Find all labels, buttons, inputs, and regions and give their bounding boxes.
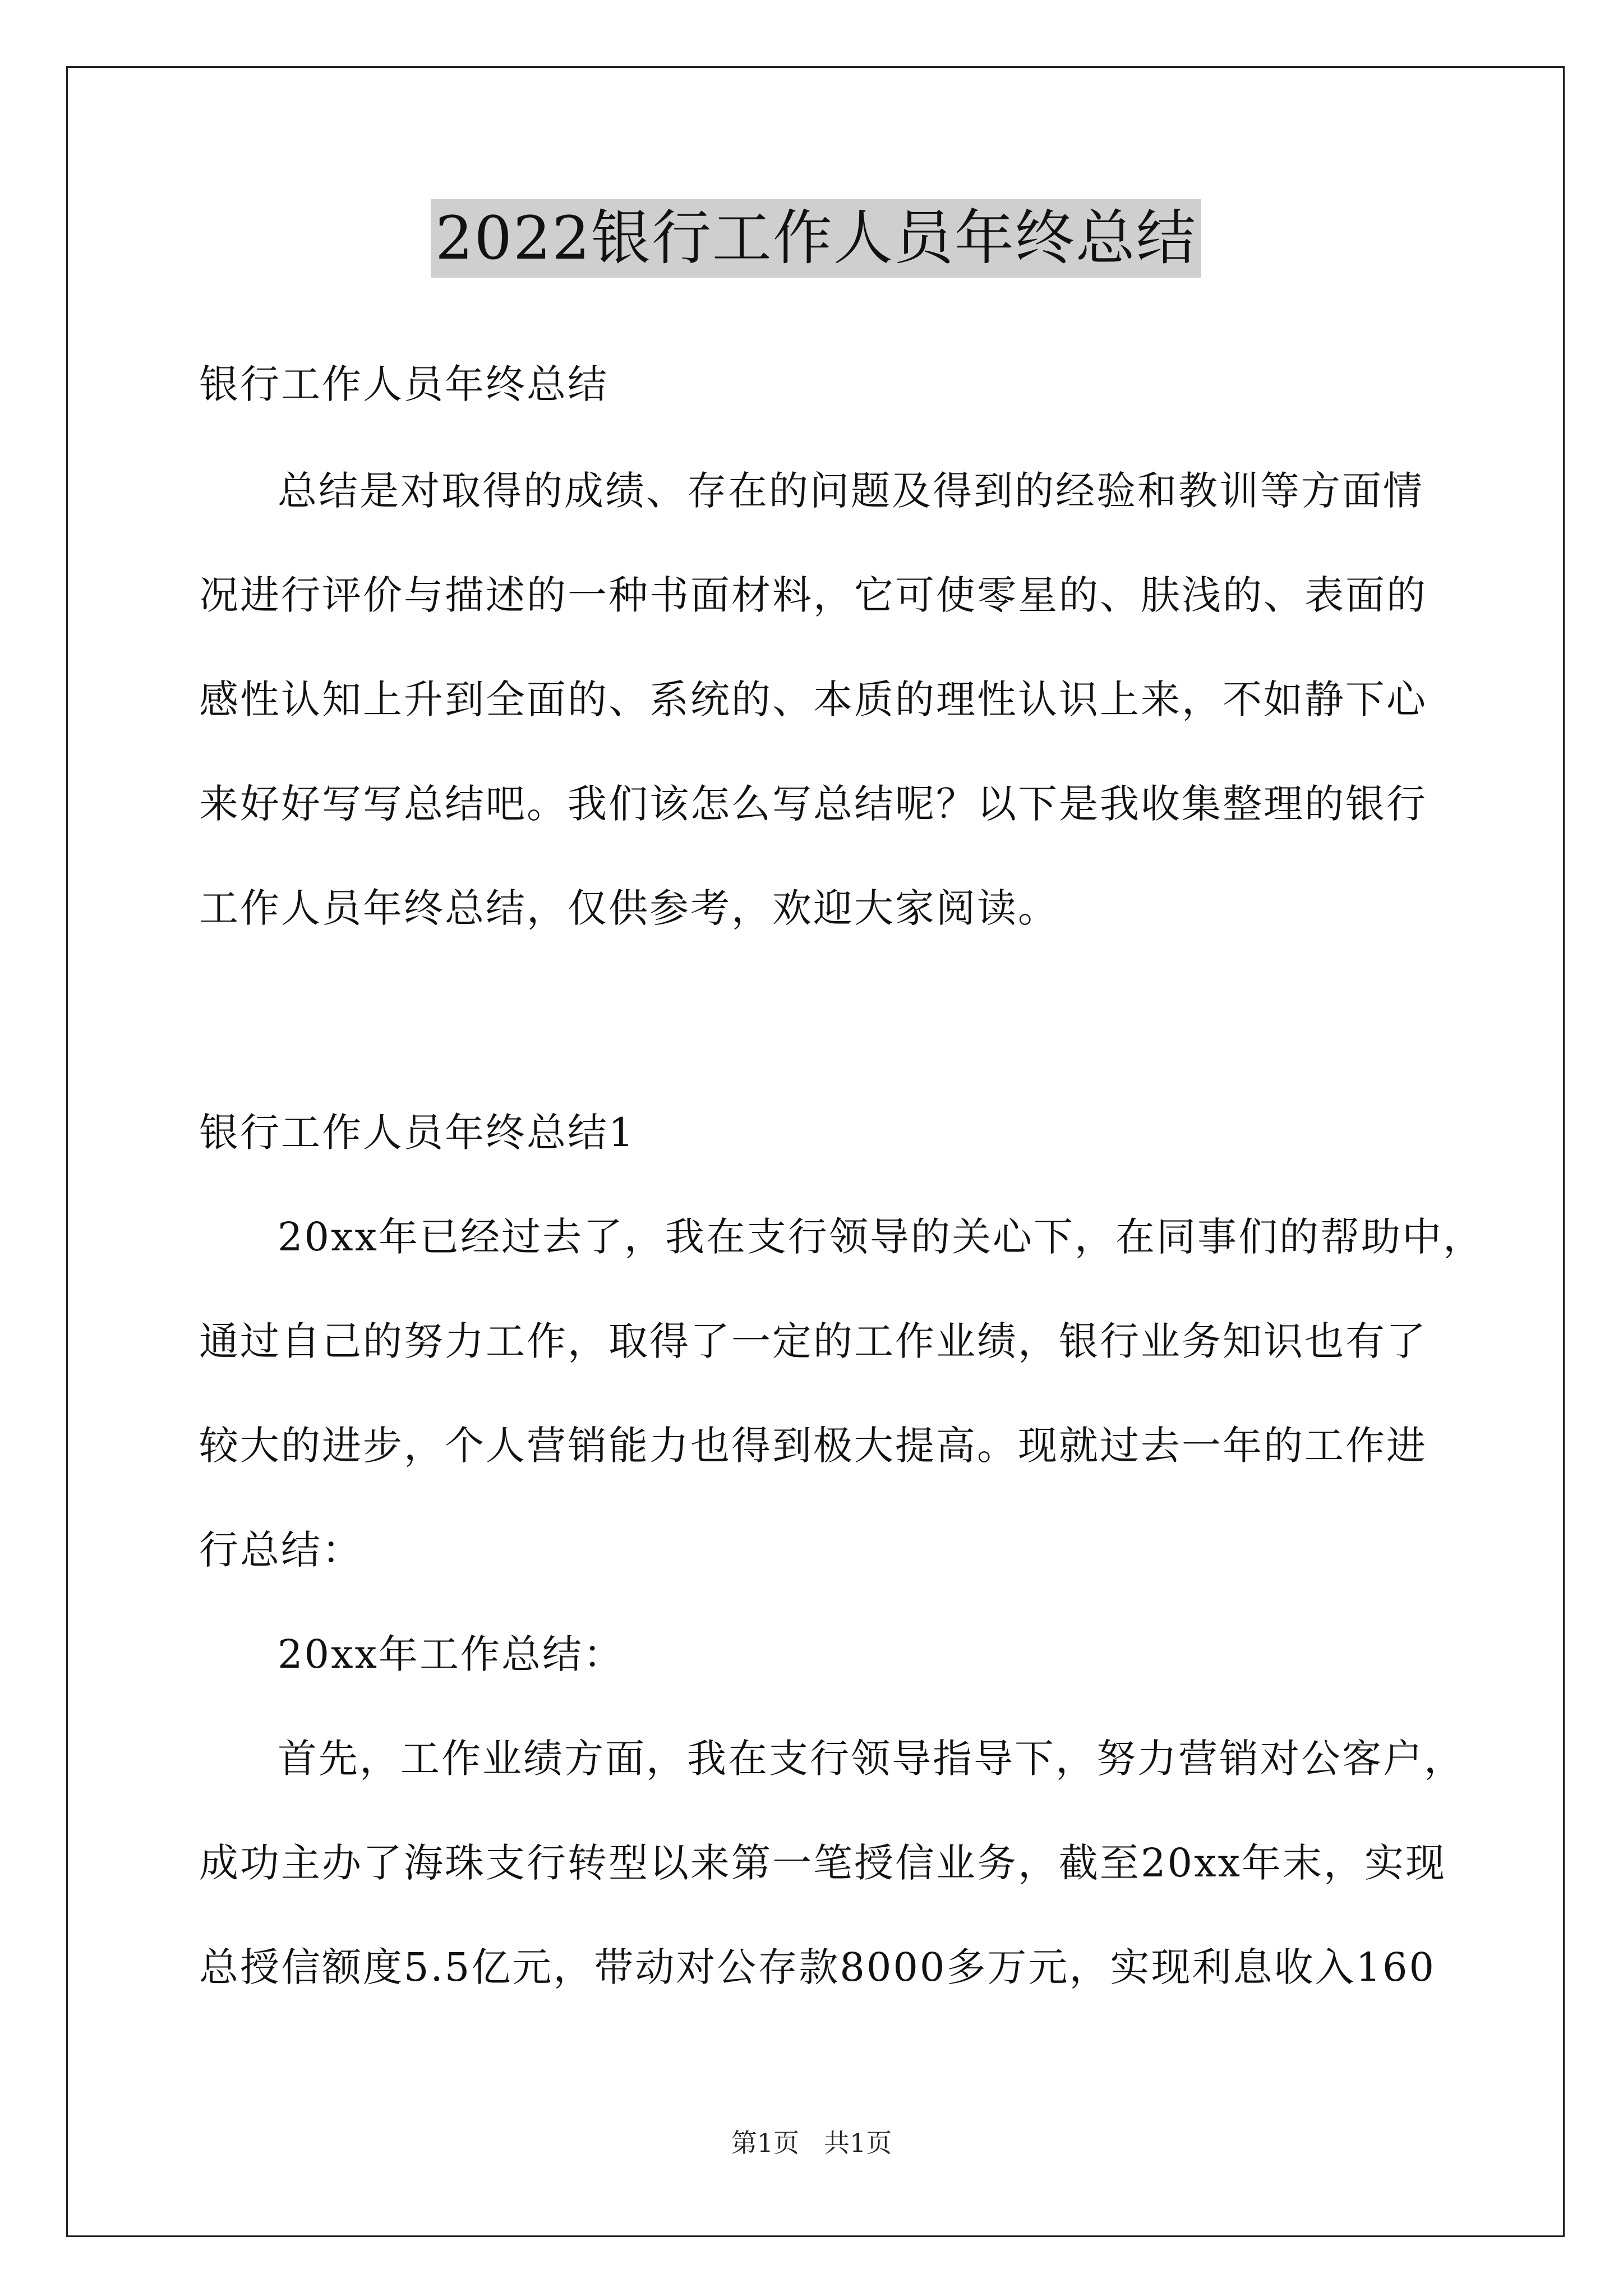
intro-line: 总结是对取得的成绩、存在的问题及得到的经验和教训等方面情 [278, 468, 1424, 514]
section1-para2-line: 首先，工作业绩方面，我在支行领导指导下，努力营销对公客户， [278, 1736, 1465, 1782]
section1-subheading-block [199, 1602, 1433, 1706]
page-number-label: 第1页 [731, 2128, 800, 2158]
subtitle-block [199, 332, 1433, 436]
intro-line: 感性认知上升到全面的、系统的、本质的理性认识上来，不如静下心 [199, 677, 1427, 723]
section1-paragraph-2 [199, 1706, 1465, 2019]
intro-line: 工作人员年终总结，仅供参考，欢迎大家阅读。 [199, 885, 1059, 931]
document-subtitle: 银行工作人员年终总结 [199, 361, 608, 407]
section1-heading-block [199, 1080, 1433, 1185]
section1-para1-line: 较大的进步，个人营销能力也得到极大提高。现就过去一年的工作进 [199, 1423, 1427, 1469]
section1-para2-line: 成功主办了海珠支行转型以来第一笔授信业务，截至20xx年末，实现 [199, 1840, 1447, 1886]
document-title: 2022银行工作人员年终总结 [431, 199, 1201, 278]
section1-subheading: 20xx年工作总结： [278, 1631, 625, 1677]
intro-line: 况进行评价与描述的一种书面材料，它可使零星的、肤浅的、表面的 [199, 572, 1427, 618]
section1-para1-line: 通过自己的努力工作，取得了一定的工作业绩，银行业务知识也有了 [199, 1318, 1427, 1364]
title-wrap [199, 199, 1433, 278]
section1-para1-line: 20xx年已经过去了，我在支行领导的关心下，在同事们的帮助中， [278, 1214, 1484, 1260]
intro-line: 来好好写写总结吧。我们该怎么写总结呢？以下是我收集整理的银行 [199, 781, 1427, 827]
section1-para2-line: 总授信额度5.5亿元，带动对公存款8000多万元，实现利息收入160 [199, 1944, 1436, 1990]
section1-heading: 银行工作人员年终总结1 [199, 1110, 635, 1156]
section1-paragraph-1 [199, 1185, 1484, 1602]
intro-paragraph [199, 439, 1433, 960]
section1-para1-line: 行总结： [199, 1527, 363, 1573]
page-total-label: 共1页 [823, 2128, 892, 2158]
page-footer [0, 2126, 1623, 2160]
